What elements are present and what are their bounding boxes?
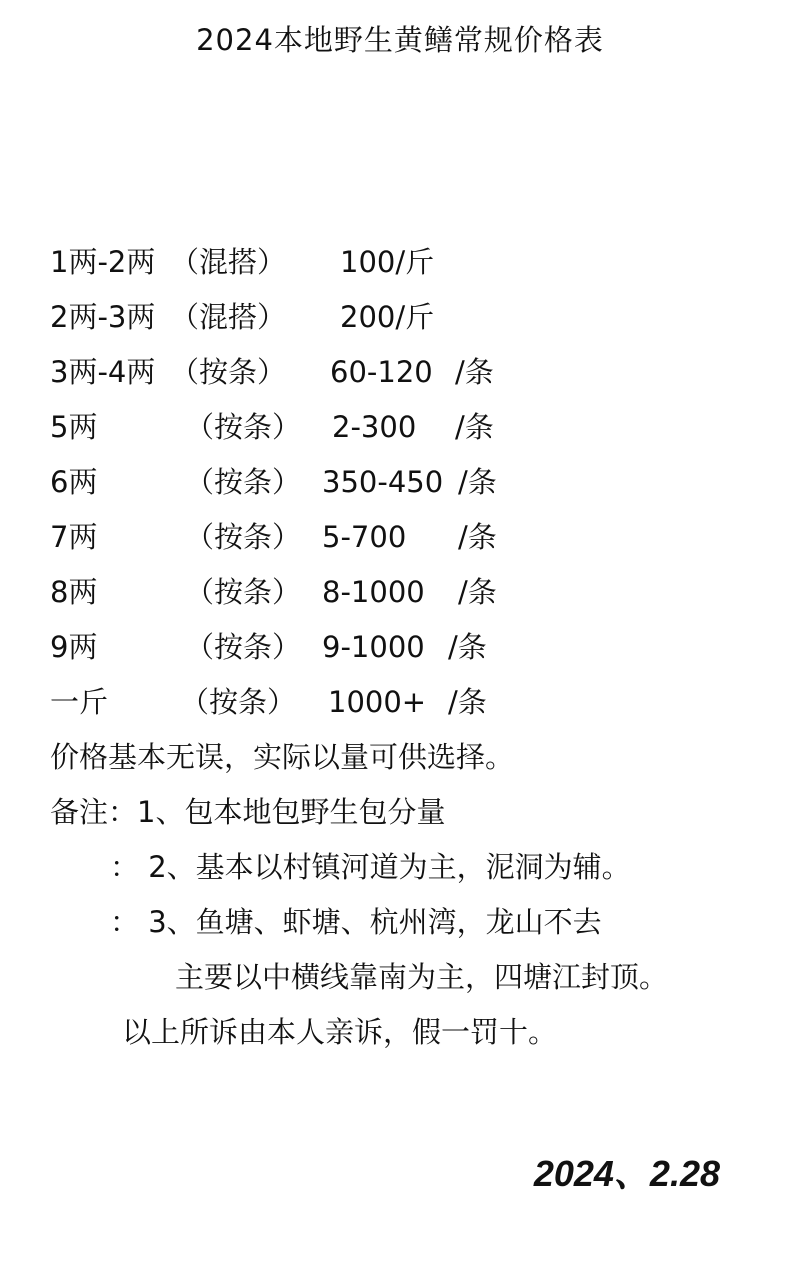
- type-cell: （按条）: [185, 520, 302, 554]
- unit-cell: /条: [458, 575, 497, 609]
- type-cell: （按条）: [170, 355, 287, 389]
- price-cell: 200/斤: [340, 300, 435, 334]
- guarantee-statement: 以上所诉由本人亲诉，假一罚十。: [122, 1015, 558, 1049]
- price-cell: 9-1000: [322, 630, 425, 664]
- size-cell: 一斤: [50, 685, 109, 719]
- size-cell: 2两-3两: [50, 300, 156, 334]
- price-cell: 2-300: [332, 410, 417, 444]
- type-cell: （混搭）: [170, 245, 287, 279]
- remark-line-2: ： 2、基本以村镇河道为主，泥洞为辅。: [110, 850, 631, 884]
- size-cell: 5两: [50, 410, 98, 444]
- type-cell: （按条）: [185, 410, 302, 444]
- price-cell: 60-120: [330, 355, 433, 389]
- remark-line-3-continued: 主要以中横线靠南为主，四塘江封顶。: [175, 960, 669, 994]
- price-statement: 价格基本无误，实际以量可供选择。: [50, 740, 515, 774]
- unit-cell: /条: [458, 520, 497, 554]
- price-cell: 350-450: [322, 465, 444, 499]
- type-cell: （混搭）: [170, 300, 287, 334]
- type-cell: （按条）: [180, 685, 297, 719]
- unit-cell: /条: [448, 685, 487, 719]
- page-title: 2024本地野生黄鳝常规价格表: [196, 23, 604, 57]
- unit-cell: /条: [458, 465, 497, 499]
- price-cell: 8-1000: [322, 575, 425, 609]
- price-cell: 5-700: [322, 520, 407, 554]
- unit-cell: /条: [455, 355, 494, 389]
- size-cell: 9两: [50, 630, 98, 664]
- size-cell: 3两-4两: [50, 355, 156, 389]
- remark-line-1: 备注：1、包本地包野生包分量: [50, 795, 446, 829]
- price-cell: 100/斤: [340, 245, 435, 279]
- document-date: 2024、2.28: [533, 1153, 720, 1194]
- type-cell: （按条）: [185, 630, 302, 664]
- size-cell: 8两: [50, 575, 98, 609]
- size-cell: 1两-2两: [50, 245, 156, 279]
- remark-line-3: ： 3、鱼塘、虾塘、杭州湾，龙山不去: [110, 905, 602, 939]
- type-cell: （按条）: [185, 575, 302, 609]
- size-cell: 6两: [50, 465, 98, 499]
- unit-cell: /条: [455, 410, 494, 444]
- unit-cell: /条: [448, 630, 487, 664]
- type-cell: （按条）: [185, 465, 302, 499]
- price-cell: 1000+: [328, 685, 427, 719]
- size-cell: 7两: [50, 520, 98, 554]
